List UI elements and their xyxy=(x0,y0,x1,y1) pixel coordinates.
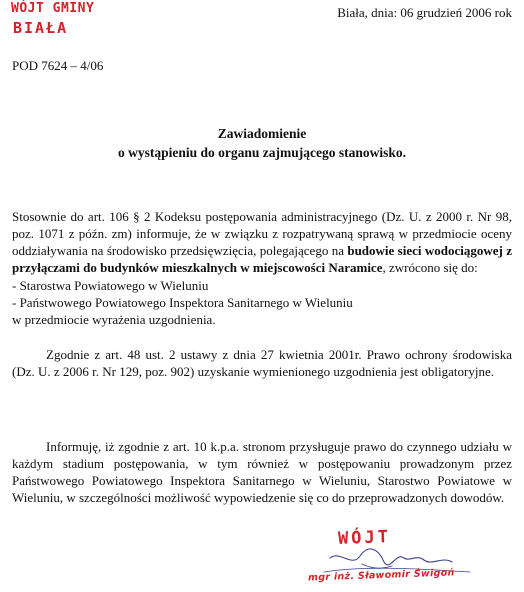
title-line2: o wystąpieniu do organu zajmującego stanowisko. xyxy=(117,145,407,160)
reference-number: POD 7624 – 4/06 xyxy=(12,58,104,73)
paragraph-rights-info: Informuję, iż zgodnie z art. 10 k.p.a. stronom przysługuje prawo do czynnego udziału w każdym stadium postępowania, w tym również w postępowaniu prowadzonym przez Państwowego Powiatowego Inspektora Sanitarnego w Wieluniu, Starostwo Powiatowe w Wieluniu, w szczególności możliwość wypowiedzenie się co do przeprowadzonych dowodów. xyxy=(12,439,512,505)
office-stamp-line1: WÓJT GMINY xyxy=(11,1,95,16)
paragraph1-bold-project: budowie sieci wodociągowej z przyłączami do budynków mieszkalnych w miejscowości Naramice xyxy=(12,243,512,275)
signature-stamp-title: WÓJT xyxy=(337,527,392,549)
place-and-date: Biała, dnia: 06 grudzień 2006 rok xyxy=(337,5,512,20)
paragraph1-text-before: Stosownie do art. 106 § 2 Kodeksu postępowania administracyjnego (Dz. U. z 2000 r. Nr 98, poz. 1071 z późn. zm) informuje, że w związku z rozpatrywaną sprawą w przedmiocie oceny oddziaływania na środowisko przedsięwzięcia, polegającego na xyxy=(12,209,512,258)
paragraph-legal-basis: Zgodnie z art. 48 ust. 2 ustawy z dnia 27 kwietnia 2001r. Prawo ochrony środowiska (Dz. U. z 2006 r. Nr 129, poz. 902) uzyskanie wymienionego uzgodnienia jest obligatoryjne. xyxy=(12,347,512,379)
paragraph-notification xyxy=(12,208,512,276)
recipient-item: - Państwowego Powiatowego Inspektora Sanitarnego w Wieluniu xyxy=(12,295,353,310)
signature-stamp-name: mgr inż. Sławomir Świgoń xyxy=(307,567,455,584)
recipients-purpose: w przedmiocie wyrażenia uzgodnienia. xyxy=(12,312,216,327)
recipient-item: - Starostwa Powiatowego w Wieluniu xyxy=(12,278,209,293)
recipients-list xyxy=(12,277,512,328)
office-stamp xyxy=(11,2,94,36)
office-stamp-line2: BIAŁA xyxy=(13,19,69,37)
document-title xyxy=(0,124,524,162)
signature-block xyxy=(300,528,500,592)
title-line1: Zawiadomienie xyxy=(217,126,307,141)
paragraph1-text-after: , zwrócono się do: xyxy=(382,260,478,275)
